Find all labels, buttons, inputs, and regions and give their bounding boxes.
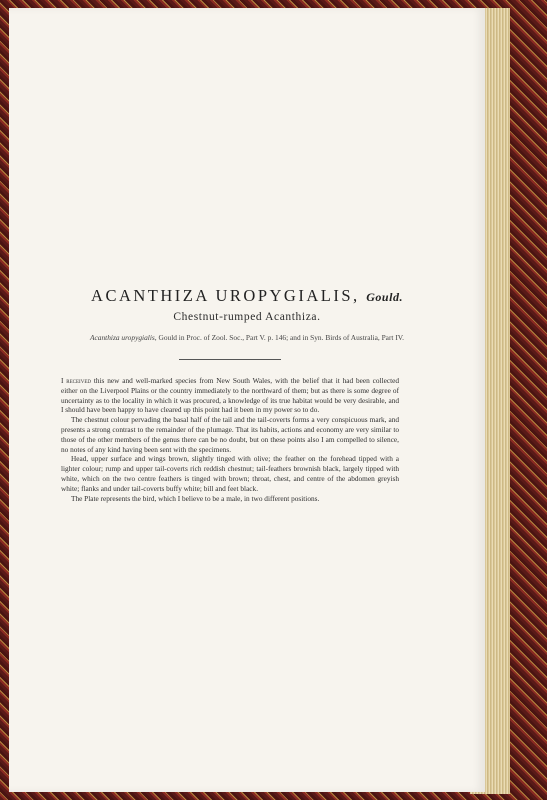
paragraph-4: The Plate represents the bird, which I believe to be a male, in two different positions. [71,493,320,503]
body-text [61,376,399,503]
paragraph-3: Head, upper surface and wings brown, slightly tinged with olive; the feather on the forehead tipped with a lighter colour; rump and upper tail-coverts rich reddish chestnut; tail-feathers brownish black, largely tipped with white, which on the two centre feathers is tinged with brown; throat, chest, and centre of the abdomen greyish white; flanks and under tail-coverts buffy white; bill and feet black. [61,454,399,493]
paragraph-1-text: this new and well-marked species from New South Wales, with the belief that it had been collected either on the Liverpool Plains or the country immediately to the northward of them; but as there is some degree of uncertainty as to the locality in which it was procured, a knowledge of its true habitat would be very desirable, and I should have been happy to have cleared up this point had it been in my power so to do. [61,376,399,415]
paragraph-1-lead: I received [61,376,91,385]
reference-citation: Gould in Proc. of Zool. Soc., Part V. p. 146; and in Syn. Birds of Australia, Part IV. [158,333,405,342]
title-author: Gould. [366,290,403,304]
common-name: Chestnut-rumped Acanthiza. [173,311,321,323]
paragraph-1 [61,376,399,415]
page-title [9,286,485,306]
book-page [9,8,485,792]
reference-line [9,333,485,342]
title-species: ACANTHIZA UROPYGIALIS, [91,286,360,305]
divider-rule [179,359,281,360]
paragraph-2: The chestnut colour pervading the basal half of the tail and the tail-coverts forms a very conspicuous mark, and presents a strong contrast to the remainder of the plumage. That its habits, actions and economy are very similar to those of the other members of the genus there can be no doubt, but on these points also I am compelled to silence, no notes of any kind having been sent with the specimens. [61,415,399,454]
reference-species: Acanthiza uropygialis, [89,333,157,342]
